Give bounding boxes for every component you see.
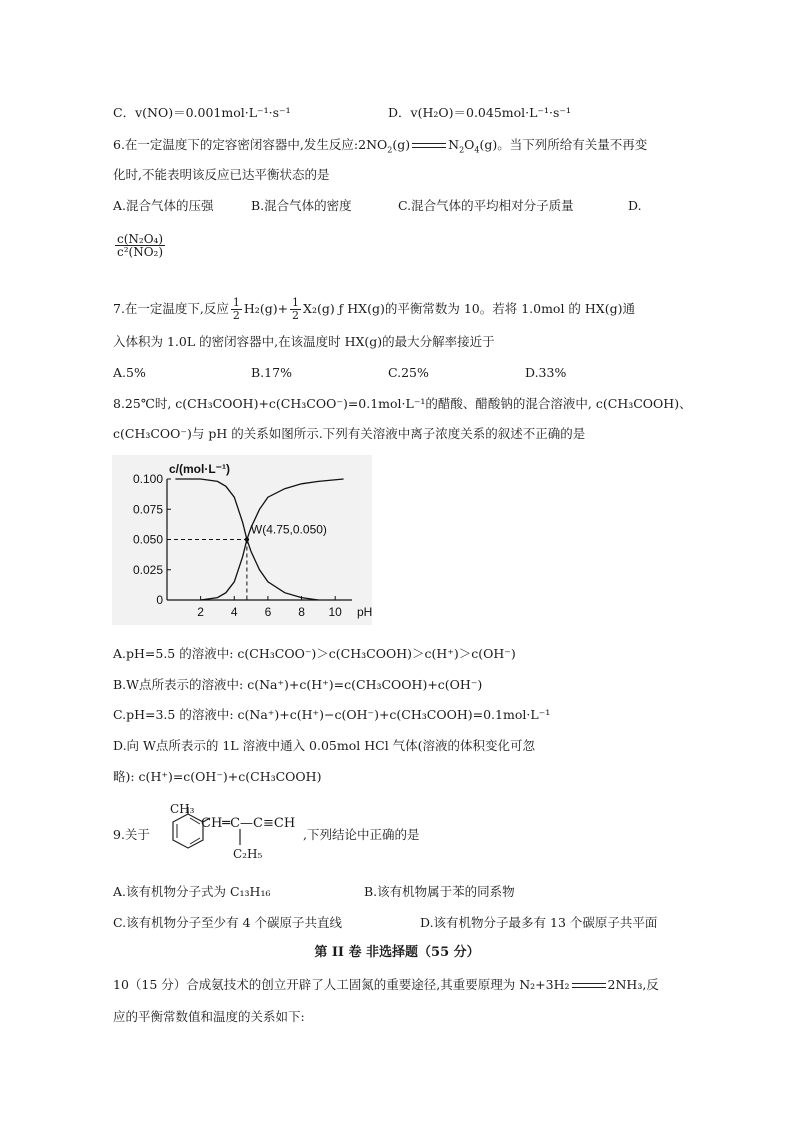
q5-option-d: D．v(H₂O)＝0.045mol·L⁻¹·s⁻¹ xyxy=(388,105,572,120)
q9-struct-ch3: CH₃ xyxy=(170,802,195,816)
q6-stem-line2: 化时,不能表明该反应已达平衡状态的是 xyxy=(113,167,330,182)
q8-option-c: C.pH=3.5 的溶液中: c(Na⁺)+c(H⁺)−c(OH⁻)+c(CH₃COOH)=0.1mol·L⁻¹ xyxy=(113,707,551,722)
q8-option-a: A.pH=5.5 的溶液中: c(CH₃COO⁻)＞c(CH₃COOH)＞c(H⁺)＞c(OH⁻) xyxy=(113,646,516,661)
q7-option-d: D.33% xyxy=(525,365,567,380)
x-tick-label: 8 xyxy=(298,605,305,619)
q10-stem-line2: 应的平衡常数值和温度的关系如下: xyxy=(113,1009,305,1024)
q9-option-a: A.该有机物分子式为 C₁₃H₁₆ xyxy=(113,884,271,899)
y-axis-label: c/(mol·L⁻¹) xyxy=(169,462,230,476)
q9-struct-chain: CH═C—C≡CH xyxy=(201,816,296,831)
q7-option-b: B.17% xyxy=(251,365,292,380)
q6-stem-line1: 6.在一定温度下的定容密闭容器中,发生反应$:2NO_2(g)$ $N_2O_4(g)$。当下列所给有关量不再变 xyxy=(113,137,648,155)
q10-stem-line1: 10（15 分）合成氨技术的创立开辟了人工固氮的重要途径,其重要原理为 N₂+3H₂ 2NH₃,反 xyxy=(113,977,659,992)
q8-option-d-line1: D.向 W点所表示的 1L 溶液中通入 0.05mol HCl 气体(溶液的体积变化可忽 xyxy=(113,738,536,753)
q6-option-d-fraction: $\frac{\text{c(N₂O₄)}}{\text{c²(NO₂)}}$ xyxy=(117,232,164,259)
q9-struct-bond xyxy=(238,829,242,845)
y-tick-label: 0.025 xyxy=(132,562,163,577)
x-tick-label: 10 xyxy=(328,605,342,619)
q9-option-d: D.该有机物分子最多有 13 个碳原子共平面 xyxy=(420,915,658,930)
y-tick-label: 0 xyxy=(156,593,163,607)
q9-struct-c2h5: C₂H₅ xyxy=(233,847,263,861)
x-axis-label: pH xyxy=(357,605,372,619)
q9-prefix: 9.关于 xyxy=(113,827,150,842)
x-tick-label: 4 xyxy=(230,605,238,619)
q8-option-b: B.W点所表示的溶液中: c(Na⁺)+c(H⁺)=c(CH₃COOH)+c(OH⁻) xyxy=(113,677,483,692)
q8-stem-line2: c(CH₃COO⁻)与 pH 的关系如图所示.下列有关溶液中离子浓度关系的叙述不正确的是 xyxy=(113,426,586,441)
section-2-title: 第 II 卷 非选择题（55 分） xyxy=(314,945,480,960)
equilibrium-arrow-icon xyxy=(412,141,446,151)
q5-option-c: C．v(NO)＝0.001mol·L⁻¹·s⁻¹ xyxy=(113,105,291,120)
x-tick-label: 6 xyxy=(264,605,272,619)
q8-stem-line1: 8.25℃时, c(CH₃COOH)+c(CH₃COO⁻)=0.1mol·L⁻¹的醋酸、醋酸钠的混合溶液中, c(CH₃COOH)、 xyxy=(113,396,692,411)
y-tick-label: 0.050 xyxy=(132,532,163,547)
q8-chart-svg xyxy=(112,455,372,625)
q9-suffix: ,下列结论中正确的是 xyxy=(303,827,420,842)
equilibrium-arrow-icon xyxy=(572,981,606,991)
q6-option-d: D. xyxy=(628,198,642,213)
y-tick-label: 0.100 xyxy=(132,472,163,486)
q7-option-c: C.25% xyxy=(388,365,429,380)
q7-stem-line2: 入体积为 1.0L 的密闭容器中,在该温度时 HX(g)的最大分解率接近于 xyxy=(113,334,495,349)
q9-option-c: C.该有机物分子至少有 4 个碳原子共直线 xyxy=(113,915,342,930)
y-tick-label: 0.075 xyxy=(132,502,163,517)
point-w-label: W(4.75,0.050) xyxy=(250,522,327,537)
q6-option-c: C.混合气体的平均相对分子质量 xyxy=(398,198,574,213)
q8-option-d-line2: 略): c(H⁺)=c(OH⁻)+c(CH₃COOH) xyxy=(113,769,322,784)
q9-option-b: B.该有机物属于苯的同系物 xyxy=(364,884,515,899)
q6-option-a: A.混合气体的压强 xyxy=(113,198,214,213)
q6-option-b: B.混合气体的密度 xyxy=(251,198,352,213)
q8-chart xyxy=(112,455,372,625)
point-w xyxy=(245,537,249,541)
x-tick-label: 2 xyxy=(197,605,204,619)
q7-option-a: A.5% xyxy=(113,365,146,380)
q7-stem-line1: 7.在一定温度下,反应 $\frac{1}{2}$ H₂(g)+ $\frac{1}{2}$ X₂(g) ƒ HX(g)的平衡常数为 10。若将 1.0mol 的 HX(g)通 xyxy=(113,296,635,322)
